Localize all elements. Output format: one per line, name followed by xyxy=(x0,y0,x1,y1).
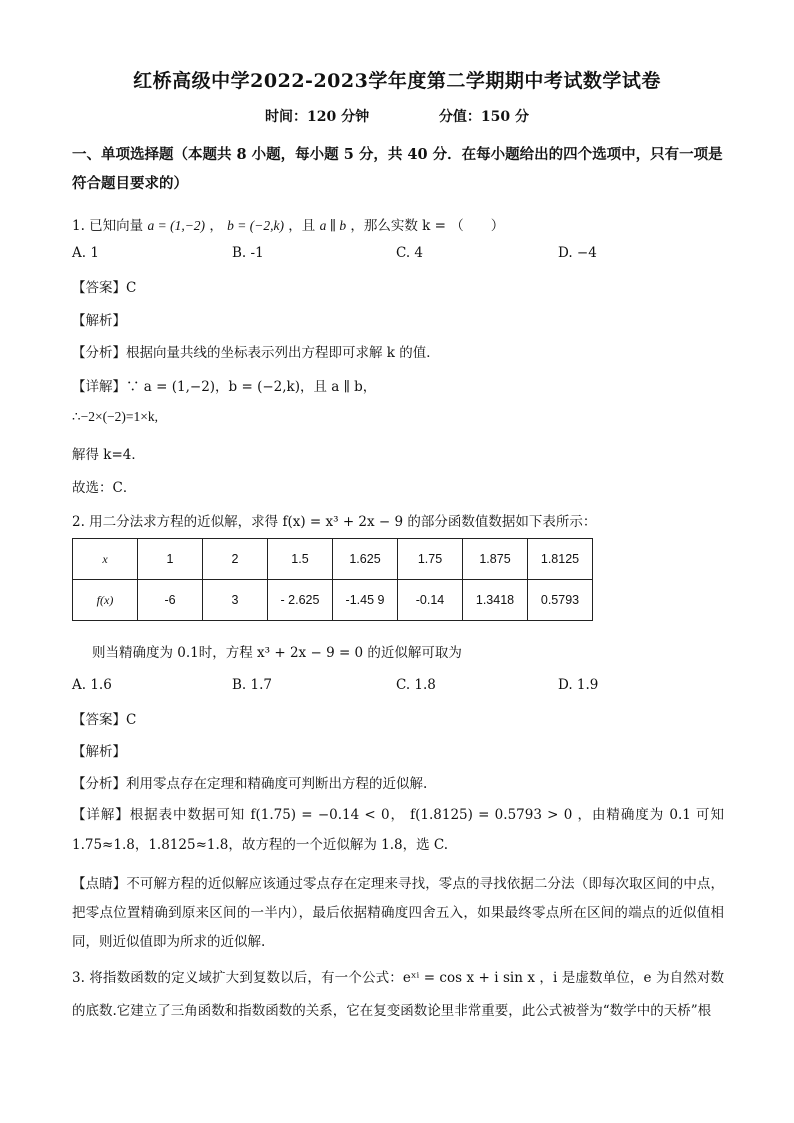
exam-info xyxy=(0,106,794,126)
q2-detail: 【详解】根据表中数据可知 f(1.75) = −0.14 < 0， f(1.8125) = 0.5793 > 0 ，由精确度为 0.1 可知 1.75≈1.8，1.8125≈1.8，故方程的一个近似解为 1.8，选 C. xyxy=(72,807,724,853)
q1-stem: 1. 已知向量 a = (1,−2) ， b = (−2,k) ，且 a ∥ b ，那么实数 k = （ ） xyxy=(72,218,505,234)
exam-score: 分值：150 分 xyxy=(438,109,529,125)
table-cell: 1.5 xyxy=(268,539,333,580)
q1-option-b: B. -1 xyxy=(232,245,264,261)
q2-stem: 2. 用二分法求方程的近似解，求得 f(x) = x³ + 2x − 9 的部分函数值数据如下表所示： xyxy=(72,514,597,530)
q1-vector-b: b = (−2,k) xyxy=(227,218,284,233)
q2-note: 【点睛】不可解方程的近似解应该通过零点存在定理来寻找，零点的寻找依据二分法（即每次取区间的中点，把零点位置精确到原来区间的一半内），最后依据精确度四舍五入，如果最终零点所在区间的端点的近似值相同，则近似值即为所求的近似解. xyxy=(72,876,724,950)
q2-answer: 【答案】C xyxy=(72,712,137,728)
table-cell: 0.5793 xyxy=(528,580,593,621)
table-cell: x xyxy=(73,539,138,580)
table-cell: - 2.625 xyxy=(268,580,333,621)
section-heading: 一、单项选择题（本题共 8 小题，每小题 5 分，共 40 分．在每小题给出的四个选项中，只有一项是符合题目要求的） xyxy=(72,146,723,192)
table-cell: 1.8125 xyxy=(528,539,593,580)
q1-analysis: 【分析】根据向量共线的坐标表示列出方程即可求解 k 的值． xyxy=(72,345,440,361)
q1-vector-a: a = (1,−2) xyxy=(147,218,206,233)
table-cell: 1.3418 xyxy=(463,580,528,621)
q3-stem: 3. 将指数函数的定义域扩大到复数以后，有一个公式：eˣⁱ = cos x + i sin x ，i 是虚数单位，e 为自然对数的底数.它建立了三角函数和指数函数的关系，它在复变函数论里非常重要，此公式被誉为“数学中的天桥”根 xyxy=(72,970,724,1019)
q2-value-table xyxy=(72,538,593,621)
table-cell: 3 xyxy=(203,580,268,621)
table-cell: 1.875 xyxy=(463,539,528,580)
q2-analysis: 【分析】利用零点存在定理和精确度可判断出方程的近似解. xyxy=(72,776,428,792)
q2-option-c: C. 1.8 xyxy=(396,677,436,693)
table-cell: 2 xyxy=(203,539,268,580)
table-cell: -1.45 9 xyxy=(333,580,398,621)
exam-time: 时间：120 分钟 xyxy=(265,109,370,125)
table-cell: 1 xyxy=(138,539,203,580)
q1-step-1: ∴−2×(−2)=1×k, xyxy=(72,409,159,424)
q1-jiexi: 【解析】 xyxy=(72,313,126,329)
q1-step-3: 故选：C． xyxy=(72,480,137,496)
table-row xyxy=(73,539,593,580)
q1-detail: 【详解】∵ a = (1,−2)，b = (−2,k)，且 a ∥ b， xyxy=(72,379,377,395)
q2-option-b: B. 1.7 xyxy=(232,677,272,693)
q1-option-a: A. 1 xyxy=(72,245,99,261)
table-cell: -6 xyxy=(138,580,203,621)
q1-step-2: 解得 k=4． xyxy=(72,447,145,463)
table-cell: 1.75 xyxy=(398,539,463,580)
page-title: 红桥高级中学2022-2023学年度第二学期期中考试数学试卷 xyxy=(133,70,661,92)
q2-jiexi: 【解析】 xyxy=(72,744,126,760)
q2-option-a: A. 1.6 xyxy=(72,677,112,693)
q1-parallel: a ∥ b xyxy=(319,218,347,233)
table-cell: -0.14 xyxy=(398,580,463,621)
q1-answer: 【答案】C xyxy=(72,280,137,296)
table-row xyxy=(73,580,593,621)
table-cell: 1.625 xyxy=(333,539,398,580)
q2-follow: 则当精确度为 0.1时，方程 x³ + 2x − 9 = 0 的近似解可取为 xyxy=(92,645,462,661)
q1-option-d: D. −4 xyxy=(558,245,597,261)
q1-option-c: C. 4 xyxy=(396,245,424,261)
q2-option-d: D. 1.9 xyxy=(558,677,599,693)
table-cell: f(x) xyxy=(73,580,138,621)
